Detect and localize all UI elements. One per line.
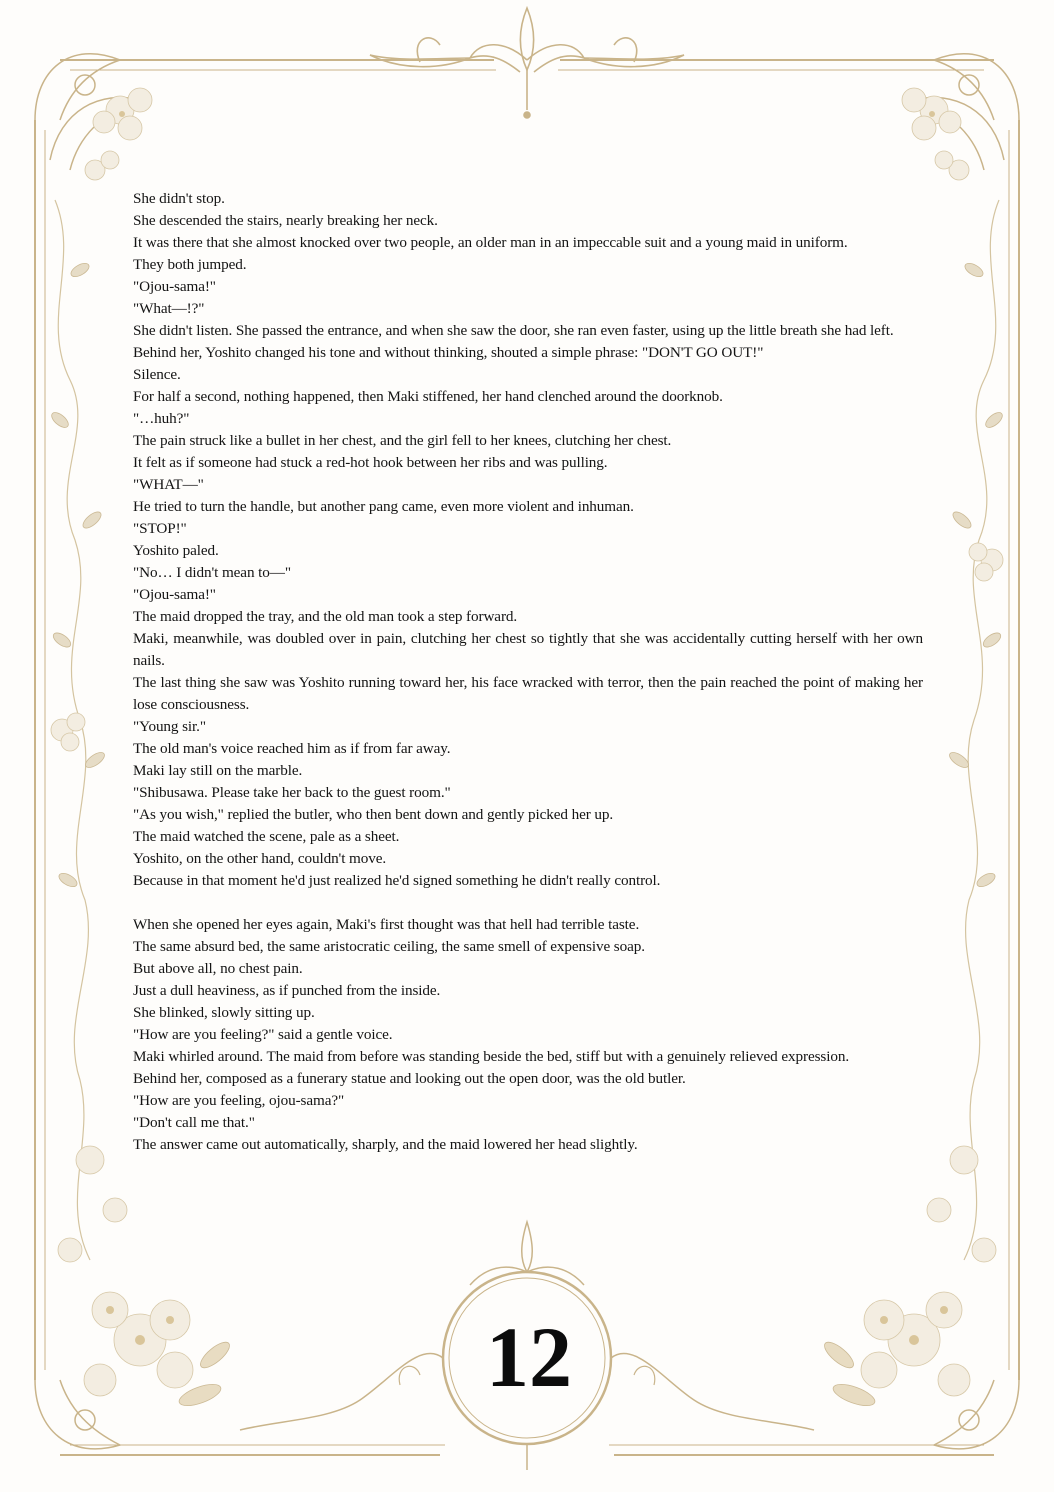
paragraph: "…huh?" [133,410,190,427]
paragraph: The answer came out automatically, sharply, and the maid lowered her head slightly. [133,1136,638,1153]
paragraph: "Don't call me that." [133,1114,255,1131]
paragraph: Maki lay still on the marble. [133,762,303,779]
paragraph: The old man's voice reached him as if from far away. [133,740,451,757]
paragraph: It felt as if someone had stuck a red-hot hook between her ribs and was pulling. [133,454,608,471]
chapter-body-text [133,188,923,1156]
paragraph: "How are you feeling?" said a gentle voice. [133,1026,393,1043]
paragraph: "Ojou-sama!" [133,586,216,603]
paragraph: "How are you feeling, ojou-sama?" [133,1092,345,1109]
paragraph: "Ojou-sama!" [133,278,216,295]
paragraph: She descended the stairs, nearly breaking her neck. [133,212,438,229]
paragraph: "Young sir." [133,718,206,735]
paragraph: "No… I didn't mean to—" [133,564,291,581]
paragraph: "As you wish," replied the butler, who then bent down and gently picked her up. [133,806,614,823]
paragraph: Behind her, Yoshito changed his tone and without thinking, shouted a simple phrase: "DON'T GO OUT!" [133,344,764,361]
paragraph: Maki whirled around. The maid from before was standing beside the bed, stiff but with a genuinely relieved expression. [133,1048,850,1065]
paragraph: "What—!?" [133,300,205,317]
paragraph: The pain struck like a bullet in her chest, and the girl fell to her knees, clutching her chest. [133,432,672,449]
paragraph: "WHAT—" [133,476,204,493]
paragraph: She blinked, slowly sitting up. [133,1004,315,1021]
paragraph: When she opened her eyes again, Maki's first thought was that hell had terrible taste. [133,916,640,933]
paragraph: It was there that she almost knocked over two people, an older man in an impeccable suit and a young maid in uniform. [133,234,848,251]
paragraph: But above all, no chest pain. [133,960,303,977]
paragraph: Because in that moment he'd just realized he'd signed something he didn't really control. [133,872,661,889]
paragraph: Just a dull heaviness, as if punched from the inside. [133,982,441,999]
paragraph: The maid dropped the tray, and the old man took a step forward. [133,608,518,625]
page-number: 12 [486,1309,572,1405]
paragraph: Maki, meanwhile, was doubled over in pain, clutching her chest so tightly that she was accidentally cutting herself with her own nails. [133,630,923,669]
paragraph: She didn't listen. She passed the entrance, and when she saw the door, she ran even faster, using up the little breath she had left. [133,322,894,339]
paragraph: "Shibusawa. Please take her back to the guest room." [133,784,451,801]
top-fleur-ornament [370,8,684,118]
paragraph: Yoshito paled. [133,542,219,559]
paragraph: She didn't stop. [133,190,225,207]
paragraph: "STOP!" [133,520,187,537]
paragraph: They both jumped. [133,256,247,273]
paragraph: Yoshito, on the other hand, couldn't move. [133,850,387,867]
paragraph: The same absurd bed, the same aristocratic ceiling, the same smell of expensive soap. [133,938,645,955]
paragraph: The maid watched the scene, pale as a sheet. [133,828,400,845]
paragraph: The last thing she saw was Yoshito running toward her, his face wracked with terror, then the pain reached the point of making her lose consciousness. [133,674,923,713]
paragraph: He tried to turn the handle, but another pang came, even more violent and inhuman. [133,498,634,515]
paragraph: For half a second, nothing happened, then Maki stiffened, her hand clenched around the doorknob. [133,388,723,405]
paragraph: Silence. [133,366,181,383]
paragraph: Behind her, composed as a funerary statue and looking out the open door, was the old butler. [133,1070,686,1087]
